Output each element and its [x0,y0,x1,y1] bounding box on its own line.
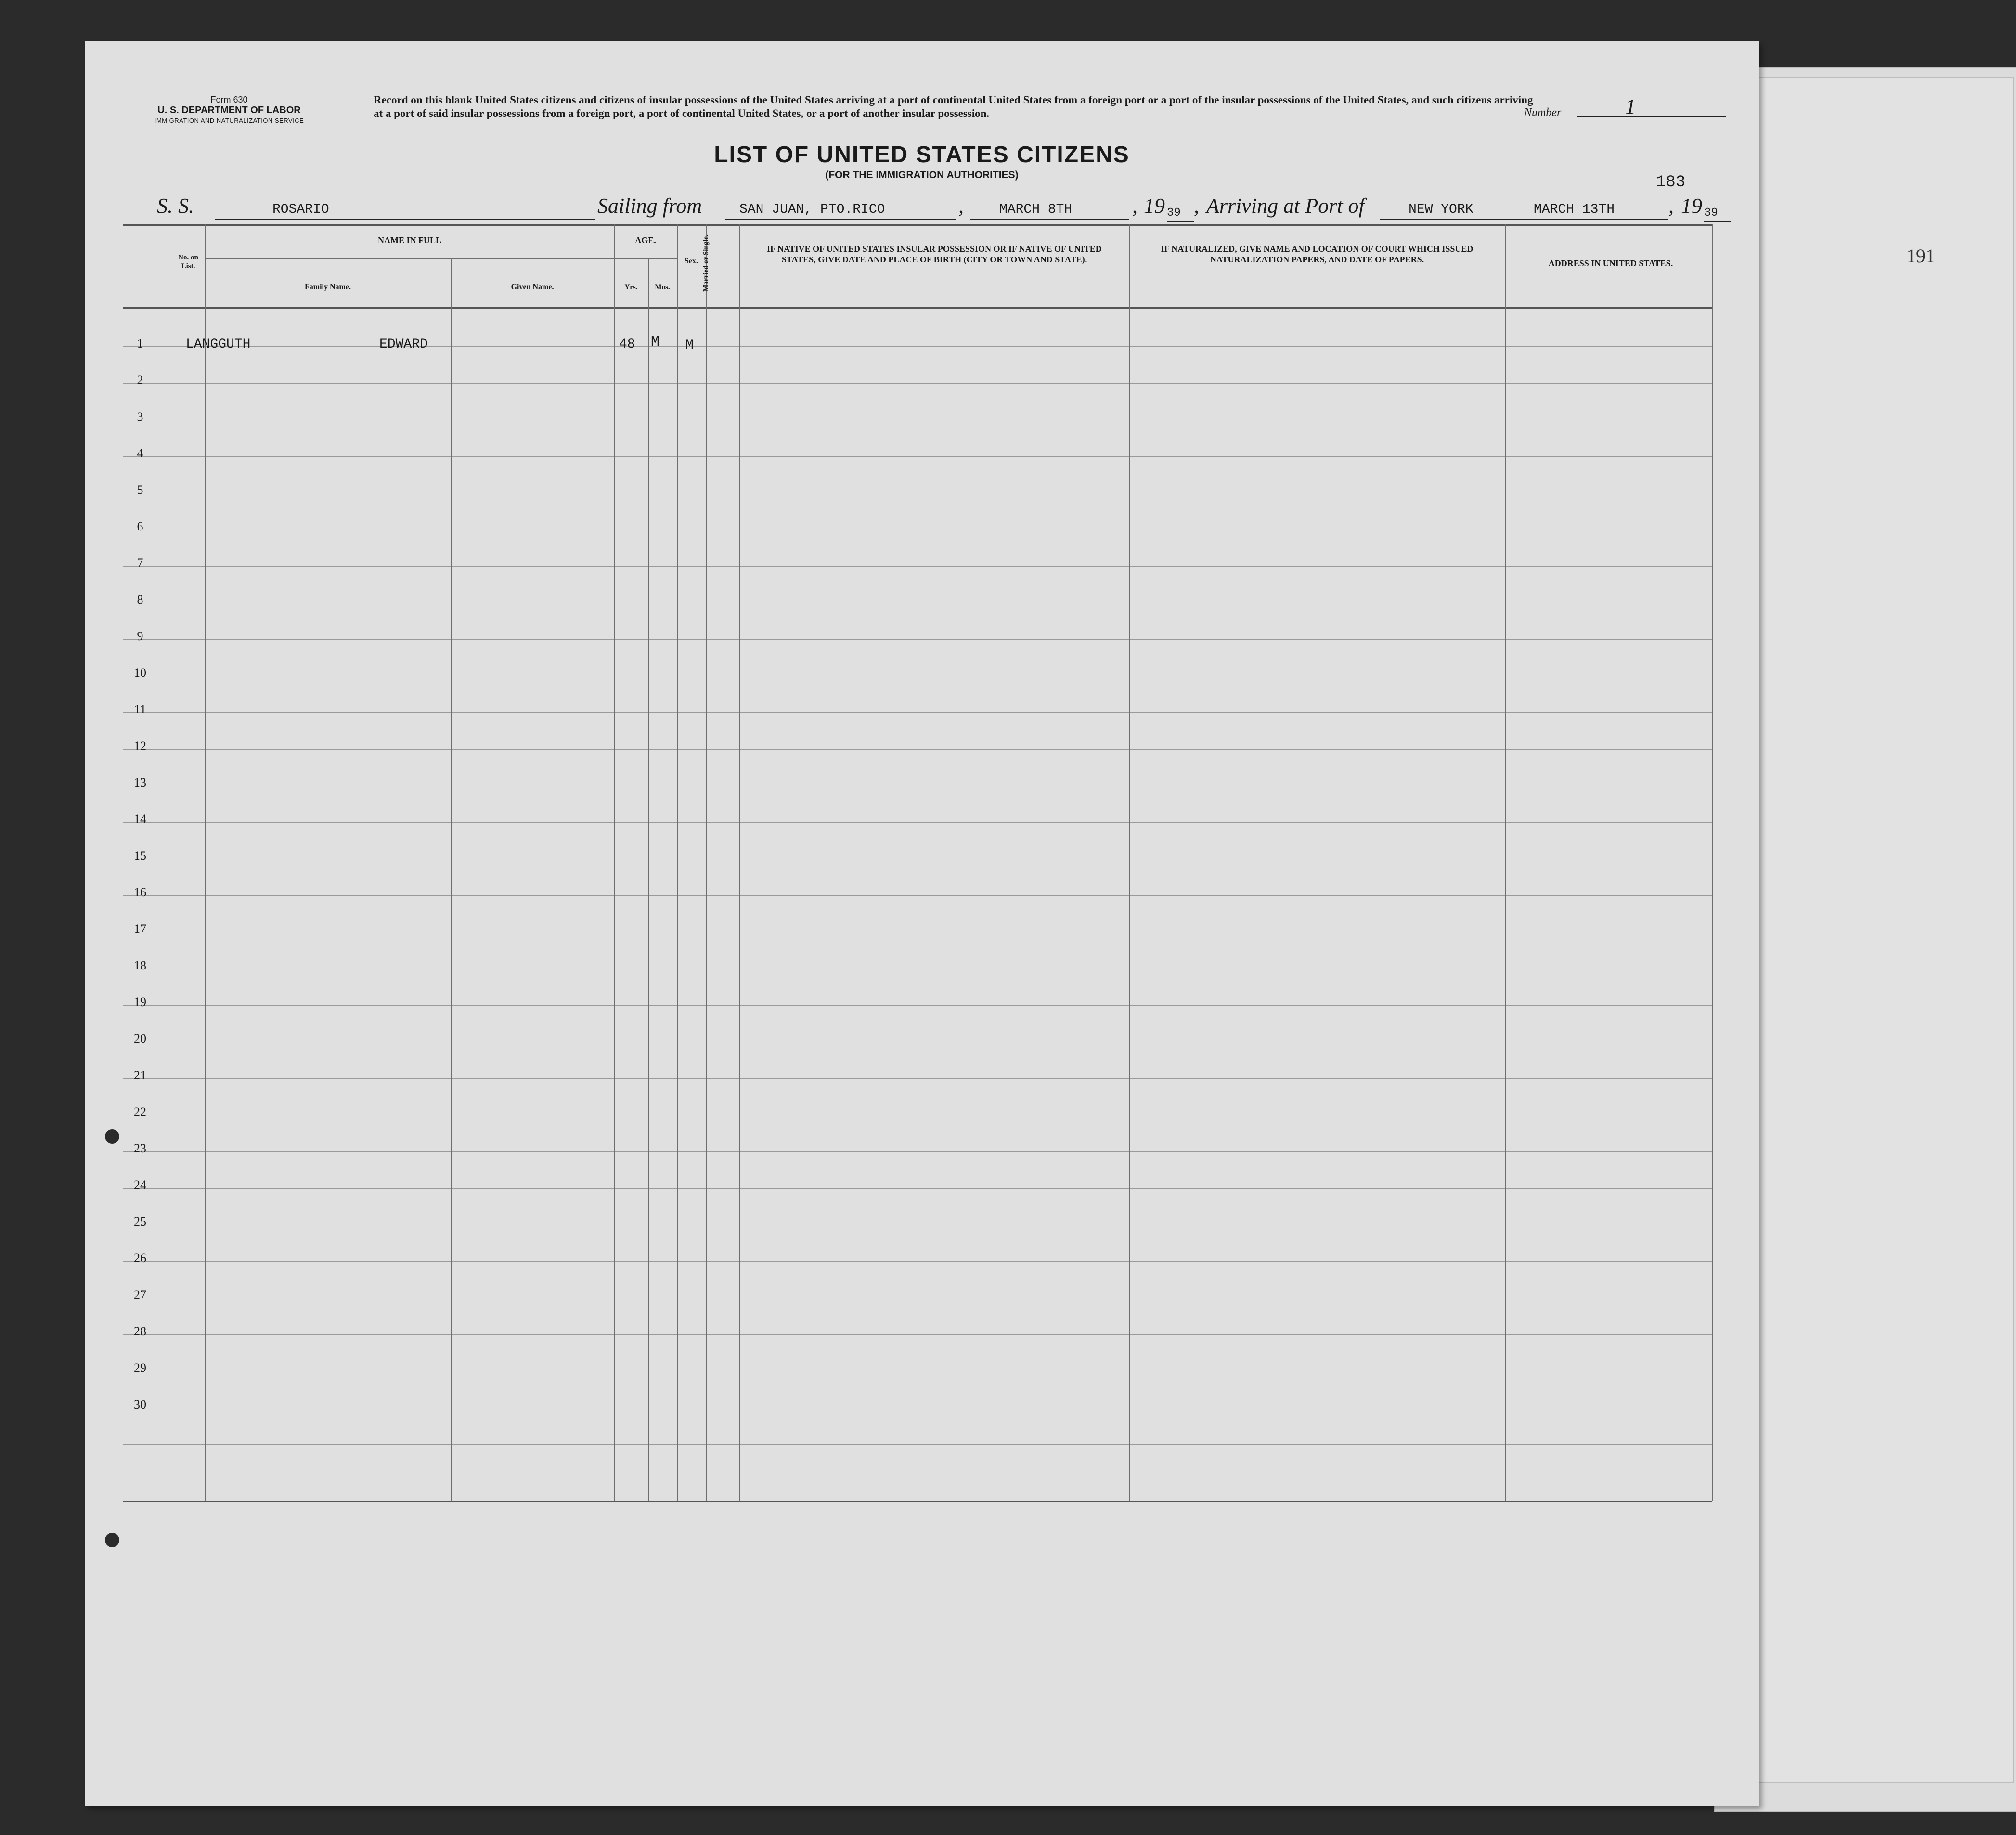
arriving-year-prefix: 19 [1681,194,1702,218]
manifest-sheet: Form 630 U. S. DEPARTMENT OF LABOR IMMIGRATION AND NATURALIZATION SERVICE Record on this blank United States citizens and citizens of insular possessions of the United States arriving at a port of continental United States from a foreign port or a port of the insular possessions of the United States, and such citizens arriving at a port of said insular possessions from a foreign port, a port of continental United States, or a port of another insular possession. Number 1 LIST OF UNITED STATES CITIZENS (FOR THE IMMIGRATION AUTHORITIES) 183 S. S. ROSARIO Sailing from SAN JUAN, PTO.RICO , MARCH 8TH , 19 39 , Arriving at Port of NEW YORK MARCH 13TH , 19 39 No. on List. NAME IN FULL Family Name. Given Name. AGE. Yrs. Mos. Sex. Married or Single. IF NATIVE OF UNITED STATES INSULAR POSSESSION OR IF NATIVE OF UNITED STATES, GIVE DATE AND PLACE OF BIRTH (CITY OR TOWN AND STATE). IF NATURALIZED, GIVE NAME AND LOCATION OF COURT WHICH ISSUED NATURALIZATION PAPERS, AND DATE OF PAPERS. ADDRESS IN UNITED STATES. 1 2 3 4 5 6 7 8 9 10 11 12 13 14 15 16 17 18 19 20 21 22 23 24 25 26 27 28 29 30 LANGGUTH EDWARD 48 M M [85,41,1759,1806]
header-birth: IF NATIVE OF UNITED STATES INSULAR POSSESSION OR IF NATIVE OF UNITED STATES, GIVE DATE AND PLACE OF BIRTH (CITY OR TOWN AND STATE). [767,244,1102,264]
header-family-name: Family Name. [305,283,351,291]
page-title: LIST OF UNITED STATES CITIZENS [714,142,1130,168]
header-naturalized: IF NATURALIZED, GIVE NAME AND LOCATION OF COURT WHICH ISSUED NATURALIZATION PAPERS, AND DATE OF PAPERS. [1161,244,1473,264]
ss-label: S. S. [157,194,194,218]
row-number: 26 [134,1251,146,1265]
row-number: 14 [134,812,146,826]
list-number: 1 [1625,95,1636,118]
row-number: 12 [134,739,146,753]
row-number: 4 [137,446,143,460]
row-number: 7 [137,556,143,570]
header-no: No. on List. [178,254,198,270]
side-page-number: 191 [1906,245,1935,267]
passenger-table [123,224,1712,1510]
underlying-page-2 [1743,77,2014,1783]
header-sex: Sex. [685,257,698,265]
row-number: 21 [134,1068,146,1082]
sailing-year: 39 [1167,207,1194,222]
family-name: LANGGUTH [186,337,251,352]
arriving-label: Arriving at Port of [1206,194,1365,218]
header-mos: Mos. [655,284,670,291]
row-number: 10 [134,666,146,680]
ship-name: ROSARIO [215,202,595,220]
form-number: Form 630 [210,95,248,104]
row-number: 3 [137,410,143,424]
department-name: U. S. DEPARTMENT OF LABOR [157,105,301,116]
row-number: 2 [137,373,143,387]
row-number: 24 [134,1178,146,1192]
row-number: 27 [134,1288,146,1302]
form-identifier [138,94,321,126]
header-address: ADDRESS IN UNITED STATES. [1548,258,1673,268]
ship-field [215,194,595,220]
form-instructions: Record on this blank United States citizens and citizens of insular possessions of the United States arriving at a port of continental United States from a foreign port or a port of the insular possessions of the United States, and such citizens arriving at a port of said insular possessions from a foreign port, a port of continental United States, or a port of another insular possession. [374,94,1533,119]
service-name: IMMIGRATION AND NATURALIZATION SERVICE [154,117,304,124]
sailing-date: MARCH 8TH [970,202,1129,220]
header-yrs: Yrs. [624,284,638,291]
row-number: 20 [134,1032,146,1046]
row-number: 16 [134,885,146,899]
header-married-single: Married or Single. [702,234,710,292]
arriving-year-field [1704,196,1731,222]
row-number: 18 [134,958,146,972]
row-number: 5 [137,483,143,497]
header-given-name: Given Name. [511,283,554,291]
row-number: 6 [137,519,143,533]
row-number: 30 [134,1397,146,1411]
page-subtitle: (FOR THE IMMIGRATION AUTHORITIES) [825,169,1019,181]
arriving-year: 39 [1704,207,1731,222]
row-number: 19 [134,995,146,1009]
punch-hole [105,1129,119,1144]
arriving-port: NEW YORK [1380,202,1524,220]
sailing-from-field [725,194,956,220]
header-name-in-full: NAME IN FULL [377,235,441,245]
arriving-port-field [1380,194,1524,220]
number-label: Number [1524,106,1562,119]
row-number: 22 [134,1105,146,1119]
row-number: 28 [134,1324,146,1338]
sex: M [685,338,694,353]
age-years: 48 [619,337,635,352]
sailing-date-field [970,194,1129,220]
header-age: AGE. [635,235,656,245]
given-name: EDWARD [379,337,428,352]
row-number: 13 [134,775,146,789]
sailing-label: Sailing from [597,194,702,218]
page-stamp: 183 [1656,173,1686,192]
number-line [1577,116,1726,117]
arriving-date: MARCH 13TH [1524,202,1668,220]
row-number: 9 [137,629,143,643]
punch-hole [105,1533,119,1547]
row-number: 25 [134,1215,146,1228]
row-number: 23 [134,1141,146,1155]
row-number: 1 [137,336,143,350]
sailing-from: SAN JUAN, PTO.RICO [725,202,956,220]
row-number: 15 [134,849,146,863]
row-number: 11 [134,702,146,716]
row-number: 29 [134,1361,146,1375]
married-single: M [651,334,660,350]
sailing-year-field [1167,196,1194,222]
row-number: 17 [134,922,146,936]
arriving-date-field [1524,194,1668,220]
sailing-year-prefix: 19 [1144,194,1165,218]
row-number: 8 [137,593,143,607]
